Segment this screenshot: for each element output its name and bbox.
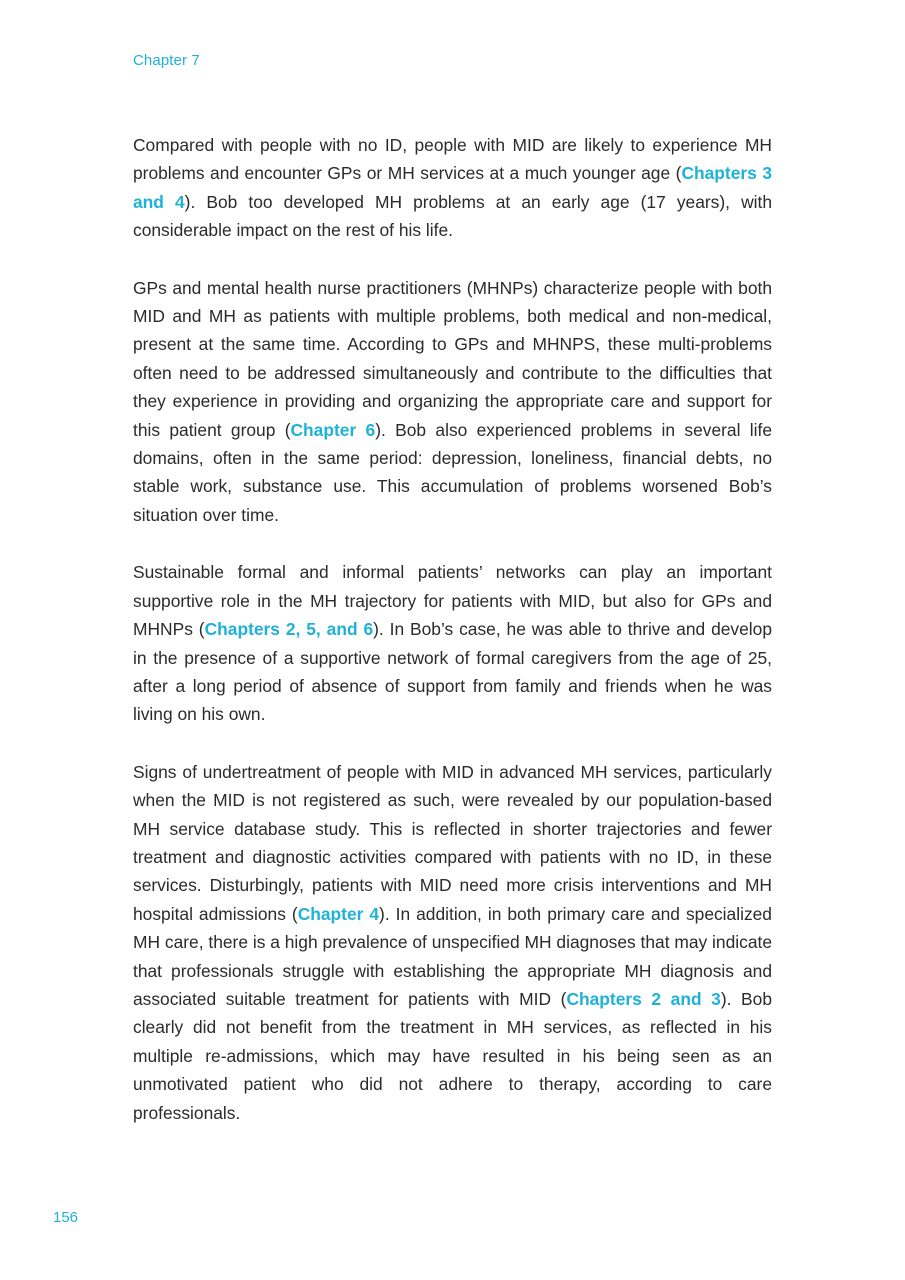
text-segment: Compared with people with no ID, people with MID are likely to experience MH problems and encounter GPs or MH services at a much younger age (	[133, 135, 772, 184]
text-segment: ). In addition, in both primary care and specialized MH care, there is a high prevalence of unspecified MH diagnoses that may indicate that professionals struggle with establishing the appropriate MH diagnosis and associated suitable treatment for patients with MID (	[133, 903, 772, 1009]
text-segment: GPs and mental health nurse practitioners (MHNPs) characterize people with both MID and MH as patients with multiple problems, both medical and non-medical, present at the same time. According to GPs and MHNPS, these multi-problems often need to be addressed simultaneously and contribute to the difficulties that they experience in providing and organizing the appropriate care and support for this patient group (	[133, 277, 772, 440]
text-segment: ). Bob also experienced problems in several life domains, often in the same period: depression, loneliness, financial debts, no stable work, substance use. This accumulation of problems worsened Bob’s situation over time.	[133, 419, 772, 525]
text-segment: ). Bob clearly did not benefit from the treatment in MH services, as reflected in his multiple re-admissions, which may have resulted in his being seen as an unmotivated patient who did not adhere to therapy, according to care professionals.	[133, 988, 772, 1123]
chapter-reference-link[interactable]: Chapter 4	[297, 903, 380, 924]
chapter-reference-link[interactable]: Chapters 2, 5, and 6	[204, 619, 374, 640]
body-text	[133, 131, 772, 1156]
chapter-reference-link[interactable]: Chapters 3 and 4	[133, 163, 772, 212]
running-head-chapter: Chapter 7	[133, 52, 200, 69]
paragraph	[133, 758, 772, 1127]
chapter-reference-link[interactable]: Chapter 6	[290, 419, 376, 440]
chapter-reference-link[interactable]: Chapters 2 and 3	[566, 988, 721, 1009]
paragraph	[133, 558, 772, 728]
text-segment: ). In Bob’s case, he was able to thrive and develop in the presence of a supportive network of formal caregivers from the age of 25, after a long period of absence of support from family and friends when he was living on his own.	[133, 619, 772, 725]
text-segment: Signs of undertreatment of people with MID in advanced MH services, particularly when the MID is not registered as such, were revealed by our population-based MH service database study. This is reflected in shorter trajectories and fewer treatment and diagnostic activities compared with patients with no ID, in these services. Disturbingly, patients with MID need more crisis interventions and MH hospital admissions (	[133, 761, 772, 924]
page-number: 156	[53, 1209, 79, 1226]
text-segment: ). Bob too developed MH problems at an early age (17 years), with considerable impact on the rest of his life.	[133, 191, 772, 241]
text-segment: Sustainable formal and informal patients’ networks can play an important supportive role in the MH trajectory for patients with MID, but also for GPs and MHNPs (	[133, 562, 772, 640]
paragraph	[133, 131, 772, 245]
paragraph	[133, 274, 772, 530]
